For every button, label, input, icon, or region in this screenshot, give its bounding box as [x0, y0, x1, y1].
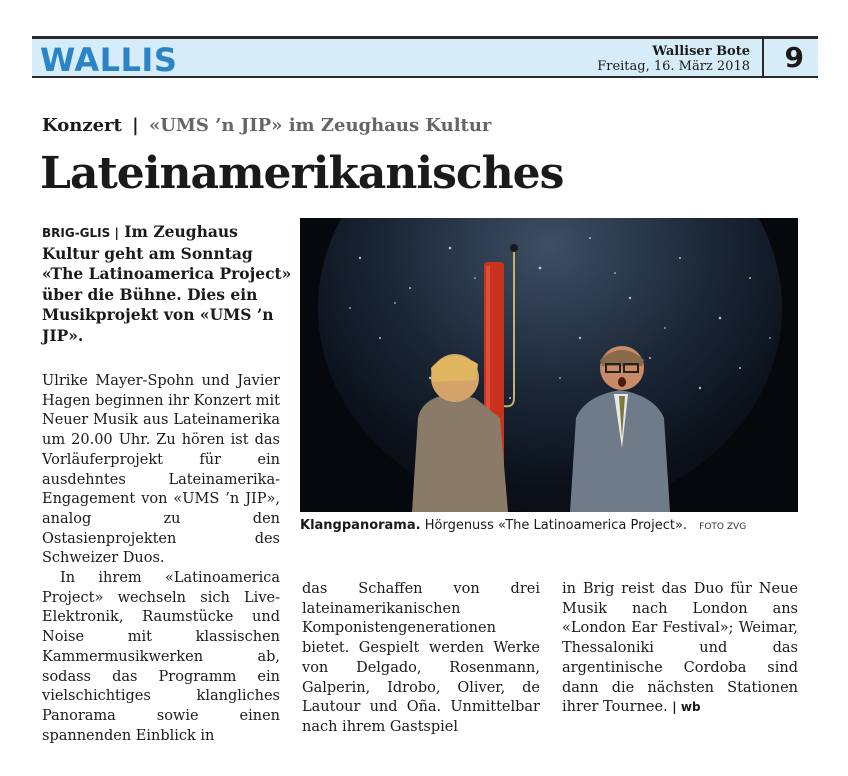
concert-photo — [300, 218, 798, 512]
body-paragraph — [562, 580, 798, 718]
caption-text: Hörgenuss «The Latinoamerica Project». — [424, 518, 688, 533]
kicker-label: Konzert — [42, 115, 122, 136]
kicker-separator: | — [132, 115, 139, 136]
concert-photo-illustration — [300, 218, 798, 512]
caption-lead: Klangpanorama. — [300, 518, 421, 533]
body-column-1 — [42, 372, 280, 746]
body-paragraph: In ihrem «Latinoamerica Project» wechseln sich Live-Elektronik, Raumstücke und Noise mit klassischen Kammermusikwerken ab, sodass das Programm ein vielschichtiges klangliches Panorama sowie einen spannenden Einblick in — [42, 570, 280, 744]
kicker — [42, 115, 491, 136]
page-divider — [762, 39, 764, 77]
kicker-topic: «UMS ’n JIP» im Zeughaus Kultur — [148, 115, 492, 136]
issue-date: Freitag, 16. März 2018 — [597, 59, 750, 74]
page-number: 9 — [784, 41, 804, 74]
section-title: WALLIS — [40, 41, 178, 79]
photo-caption — [300, 518, 798, 533]
photo-credit: FOTO ZVG — [699, 522, 747, 532]
body-column-2 — [302, 580, 540, 738]
author-tag: | wb — [672, 700, 701, 715]
body-text: in Brig reist das Duo für Neue Musik nach London ans «London Ear Festival»; Weimar, Thessaloniki und das argentinische Cordoba sind dann die nächsten Stationen ihrer Tournee. — [562, 581, 798, 716]
lead-paragraph — [42, 222, 292, 346]
body-paragraph: das Schaffen von drei lateinamerikanischen Komponistengenerationen bietet. Gespielt werden Werke von Delgado, Rosenmann, Galperin, Idrobo, Oliver, de Lautour und Oña. Unmittelbar nach ihrem Gastspiel — [302, 581, 540, 735]
headline: Lateinamerikanisches — [40, 148, 564, 199]
dateline: BRIG-GLIS | — [42, 226, 119, 240]
body-paragraph: Ulrike Mayer-Spohn und Javier Hagen beginnen ihr Konzert mit Neuer Musik aus Lateinamerika um 20.00 Uhr. Zu hören ist das Vorläuferprojekt für ein ausdehntes Lateinamerika-Engagement von «UMS ’n JIP», analog zu den Ostasienprojekten des Schweizer Duos. — [42, 373, 280, 567]
section-header — [32, 36, 818, 78]
newspaper-name: Walliser Bote — [652, 44, 750, 59]
body-column-3 — [562, 580, 798, 718]
paper-meta — [597, 44, 750, 74]
lead-text: Im Zeughaus Kultur geht am Sonntag «The Latinoamerica Project» über die Bühne. Dies ein Musikprojekt von «UMS ’n JIP». — [42, 222, 292, 345]
